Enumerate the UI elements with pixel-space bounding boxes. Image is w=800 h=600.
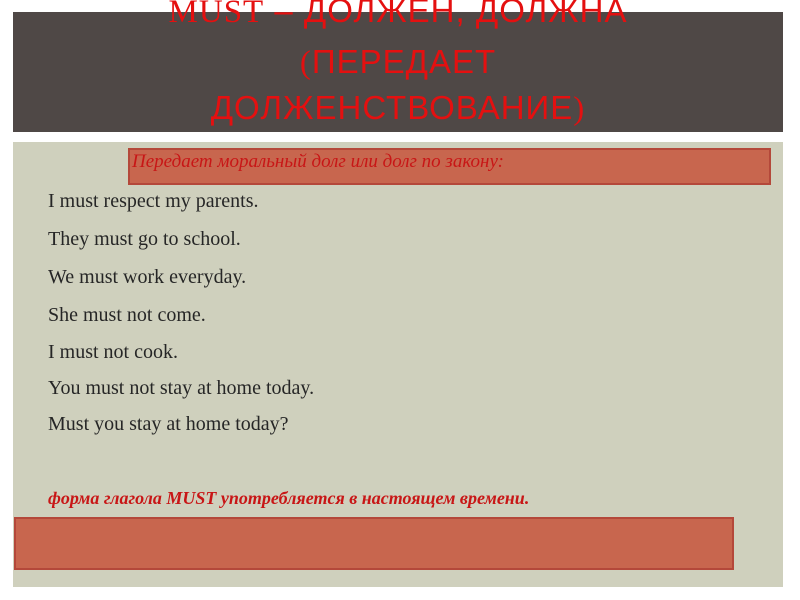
title-open-paren: ( (299, 45, 312, 81)
title-obligation: ДОЛЖЕНСТВОВАНИЕ (210, 89, 574, 126)
example-sentence: Must you stay at home today? (48, 413, 289, 435)
example-sentence: I must respect my parents. (48, 190, 259, 212)
example-sentence: They must go to school. (48, 228, 241, 250)
title-must-translation: – ДОЛЖЕН, ДОЛЖНА (264, 0, 628, 29)
note-text: форма глагола MUST употребляется в настоящем времени. (48, 488, 530, 508)
title-line-3 (13, 89, 783, 128)
example-sentence: I must not cook. (48, 341, 178, 363)
rule-text: Передает моральный долг или долг по закону: (132, 151, 504, 172)
title-must: MUST (168, 0, 265, 30)
example-sentence: We must work everyday. (48, 266, 247, 288)
title-close-paren: ) (573, 91, 586, 127)
title-bar (13, 0, 783, 132)
title-line-2 (13, 43, 783, 82)
example-sentence: You must not stay at home today. (48, 377, 315, 399)
note-highlight-box (14, 517, 734, 570)
example-sentence: She must not come. (48, 304, 206, 326)
title-line-1 (13, 0, 783, 31)
title-conveys: ПЕРЕДАЕТ (311, 43, 497, 80)
